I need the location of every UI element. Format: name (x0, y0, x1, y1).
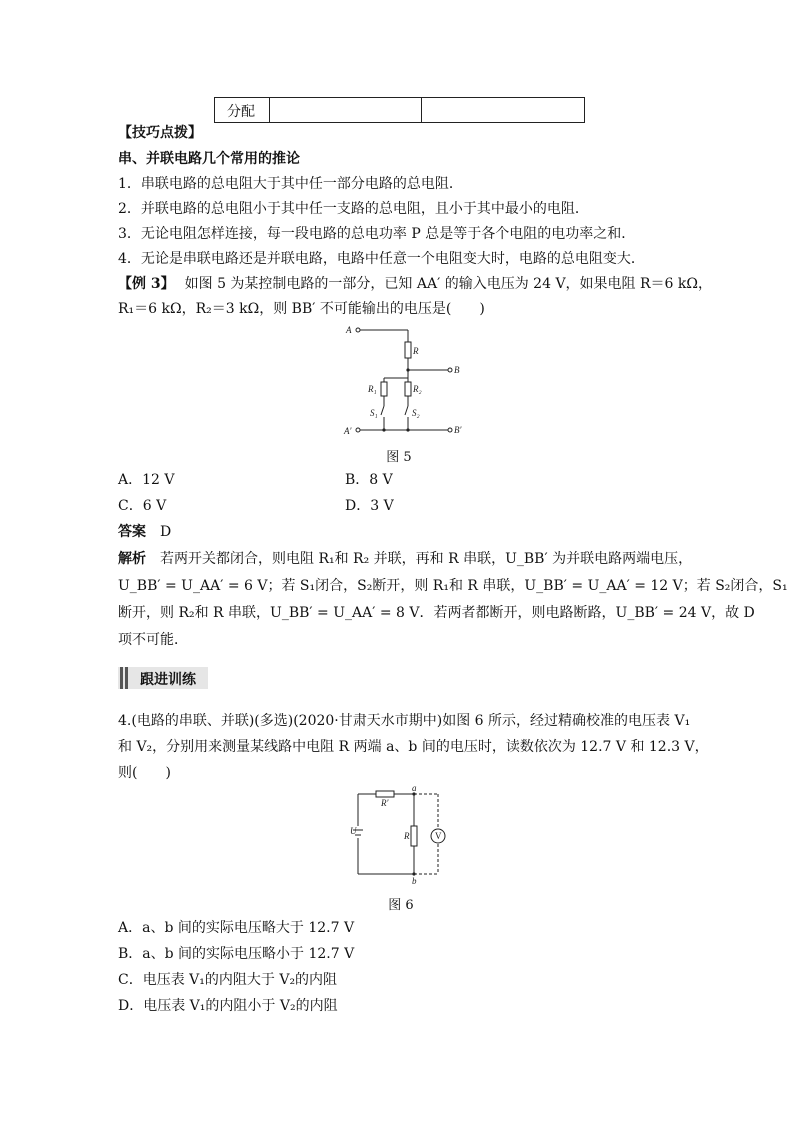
label-R: R (413, 346, 419, 356)
q4-line2: 和 V₂，分别用来测量某线路中电阻 R 两端 a、b 间的电压时，读数依次为 12.7 V 和 12.3 V， (118, 739, 709, 755)
example3-option-d: D．3 V (345, 498, 394, 514)
example3-line2: R₁＝6 kΩ，R₂＝3 kΩ，则 BB′ 不可能输出的电压是( ) (118, 301, 485, 317)
example3-option-b: B．8 V (345, 472, 393, 488)
analysis-line-1 (118, 549, 692, 569)
table-label: 分配 (227, 104, 255, 120)
label-A-prime: A′ (344, 426, 352, 436)
table-cell-1 (269, 97, 422, 123)
table-cell-2 (421, 97, 585, 123)
label-S1: S₁ (370, 408, 378, 418)
table-label-cell (214, 97, 270, 123)
q4-option-d: D．电压表 V₁的内阻小于 V₂的内阻 (118, 998, 338, 1014)
q4-line3: 则( ) (118, 765, 171, 781)
tips-header: 【技巧点拨】 (118, 125, 202, 141)
analysis-label: 解析 (118, 551, 146, 567)
circuit-figure-5 (340, 322, 470, 438)
example3-answer-line (118, 522, 171, 542)
label-R6: R (404, 831, 410, 841)
label-R2: R₂ (413, 384, 422, 394)
tips-item-1: 1．串联电路的总电阻大于其中任一部分电路的总电阻． (118, 176, 463, 192)
follow-section-bar (118, 667, 208, 689)
analysis-line-2: U_BB′ = U_AA′ = 6 V；若 S₁闭合，S₂断开，则 R₁和 R 串联，U_BB′ = U_AA′ = 12 V；若 S₂闭合，S₁ (118, 578, 788, 594)
tips-item-2: 2．并联电路的总电阻小于其中任一支路的总电阻，且小于其中最小的电阻． (118, 201, 589, 217)
label-S2: S₂ (412, 408, 420, 418)
q4-line1: 4.(电路的串联、并联)(多选)(2020·甘肃天水市期中)如图 6 所示，经过精确校准的电压表 V₁ (118, 713, 691, 729)
analysis-text-1: 若两开关都闭合，则电阻 R₁和 R₂ 并联，再和 R 串联，U_BB′ 为并联电路两端电压， (160, 551, 693, 567)
q4-option-b: B．a、b 间的实际电压略小于 12.7 V (118, 946, 355, 962)
voltmeter-V: V (435, 831, 442, 841)
analysis-line-3: 断开，则 R₂和 R 串联，U_BB′ = U_AA′ = 8 V．若两者都断开，则电路断路，U_BB′ = 24 V，故 D (118, 605, 755, 621)
answer-label: 答案 (118, 524, 146, 540)
label-B: B (454, 365, 460, 375)
example3-tag: 例 3 (132, 276, 161, 292)
figure5-caption: 图 5 (386, 450, 412, 465)
label-R1: R₁ (368, 384, 377, 394)
q4-option-a: A．a、b 间的实际电压略大于 12.7 V (118, 920, 355, 936)
label-A: A (346, 325, 352, 335)
tips-item-4: 4．无论是串联电路还是并联电路，电路中任意一个电阻变大时，电路的总电阻变大． (118, 251, 645, 267)
example3-option-a: A．12 V (118, 472, 175, 488)
circuit-figure-6 (350, 786, 450, 886)
answer-value: D (160, 524, 172, 540)
figure6-caption: 图 6 (388, 898, 414, 913)
tips-title: 串、并联电路几个常用的推论 (118, 151, 300, 167)
label-U: U (350, 826, 357, 836)
label-R-prime: R′ (381, 798, 389, 808)
example3-option-c: C．6 V (118, 498, 167, 514)
example3-text1: 如图 5 为某控制电路的一部分，已知 AA′ 的输入电压为 24 V，如果电阻 R＝6 kΩ， (184, 276, 712, 292)
tips-item-3: 3．无论电阻怎样连接，每一段电路的总电功率 P 总是等于各个电阻的电功率之和． (118, 226, 636, 242)
example3-line1: 【例 3】 如图 5 为某控制电路的一部分，已知 AA′ 的输入电压为 24 V，如果电阻 R＝6 kΩ， (118, 276, 712, 292)
label-b: b (412, 876, 417, 886)
q4-option-c: C．电压表 V₁的内阻大于 V₂的内阻 (118, 972, 338, 988)
label-B-prime: B′ (454, 425, 462, 435)
analysis-line-4: 项不可能． (118, 632, 188, 648)
follow-section-title: 跟进训练 (140, 672, 196, 688)
label-a: a (412, 786, 417, 793)
